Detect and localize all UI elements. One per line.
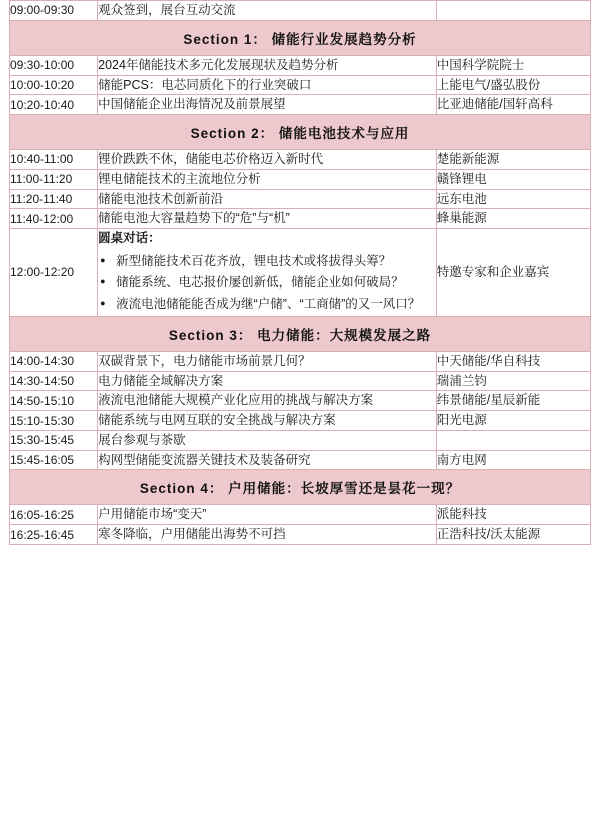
table-row (10, 450, 591, 470)
session-time: 09:00-09:30 (10, 1, 98, 21)
section-header-row (10, 470, 591, 505)
roundtable-title: 圆桌对话： (98, 231, 161, 245)
session-organization: 中国科学院院士 (436, 55, 590, 75)
table-row (10, 430, 591, 450)
session-topic: 构网型储能变流器关键技术及装备研究 (98, 450, 437, 470)
session-topic (98, 229, 437, 317)
session-time: 16:05-16:25 (10, 505, 98, 525)
session-time: 15:30-15:45 (10, 430, 98, 450)
session-topic: 观众签到，展台互动交流 (98, 1, 437, 21)
session-organization (436, 430, 590, 450)
section-header-row (10, 316, 591, 351)
table-row (10, 209, 591, 229)
session-organization: 赣锋锂电 (436, 169, 590, 189)
section-title: Section 4： 户用储能：长坡厚雪还是昙花一现？ (10, 470, 591, 505)
section-header-row (10, 115, 591, 150)
table-row (10, 1, 591, 21)
session-time: 10:40-11:00 (10, 150, 98, 170)
session-organization: 比亚迪储能/国轩高科 (436, 95, 590, 115)
section-title: Section 2： 储能电池技术与应用 (10, 115, 591, 150)
table-row (10, 169, 591, 189)
session-organization (436, 1, 590, 21)
table-row (10, 229, 591, 317)
roundtable-question-list (98, 252, 436, 314)
session-topic: 双碳背景下，电力储能市场前景几何？ (98, 351, 437, 371)
section-title: Section 1： 储能行业发展趋势分析 (10, 20, 591, 55)
session-organization: 南方电网 (436, 450, 590, 470)
session-time: 10:00-10:20 (10, 75, 98, 95)
table-row (10, 525, 591, 545)
roundtable-question: ● 液流电池储能能否成为继“户储”、“工商储”的又一风口？ (98, 295, 436, 314)
session-organization: 纬景储能/星辰新能 (436, 391, 590, 411)
session-topic: 中国储能企业出海情况及前景展望 (98, 95, 437, 115)
session-topic: 展台参观与茶歇 (98, 430, 437, 450)
session-time: 11:20-11:40 (10, 189, 98, 209)
session-time: 16:25-16:45 (10, 525, 98, 545)
session-topic: 电力储能全域解决方案 (98, 371, 437, 391)
session-topic: 液流电池储能大规模产业化应用的挑战与解决方案 (98, 391, 437, 411)
table-row (10, 391, 591, 411)
agenda-table-body (10, 1, 591, 545)
session-time: 14:00-14:30 (10, 351, 98, 371)
session-time: 15:10-15:30 (10, 411, 98, 431)
session-time: 14:50-15:10 (10, 391, 98, 411)
session-time: 11:40-12:00 (10, 209, 98, 229)
table-row (10, 189, 591, 209)
table-row (10, 75, 591, 95)
roundtable-question: ● 储能系统、电芯报价屡创新低，储能企业如何破局？ (98, 273, 436, 292)
section-title: Section 3： 电力储能：大规模发展之路 (10, 316, 591, 351)
session-time: 12:00-12:20 (10, 229, 98, 317)
table-row (10, 411, 591, 431)
session-organization: 中天储能/华自科技 (436, 351, 590, 371)
session-topic: 寒冬降临，户用储能出海势不可挡 (98, 525, 437, 545)
session-topic: 锂价跌跌不休，储能电芯价格迈入新时代 (98, 150, 437, 170)
table-row (10, 55, 591, 75)
session-organization: 远东电池 (436, 189, 590, 209)
session-topic: 锂电储能技术的主流地位分析 (98, 169, 437, 189)
session-time: 10:20-10:40 (10, 95, 98, 115)
session-topic: 储能电池技术创新前沿 (98, 189, 437, 209)
table-row (10, 150, 591, 170)
session-organization: 上能电气/盛弘股份 (436, 75, 590, 95)
session-organization: 特邀专家和企业嘉宾 (436, 229, 590, 317)
table-row (10, 95, 591, 115)
table-row (10, 351, 591, 371)
session-organization: 派能科技 (436, 505, 590, 525)
session-topic: 2024年储能技术多元化发展现状及趋势分析 (98, 55, 437, 75)
session-organization: 瑞浦兰钧 (436, 371, 590, 391)
session-time: 15:45-16:05 (10, 450, 98, 470)
session-topic: 储能电池大容量趋势下的“危”与“机” (98, 209, 437, 229)
table-row (10, 371, 591, 391)
agenda-table (9, 0, 591, 545)
session-time: 14:30-14:50 (10, 371, 98, 391)
session-organization: 正浩科技/沃太能源 (436, 525, 590, 545)
table-row (10, 505, 591, 525)
section-header-row (10, 20, 591, 55)
session-organization: 楚能新能源 (436, 150, 590, 170)
session-topic: 储能PCS：电芯同质化下的行业突破口 (98, 75, 437, 95)
session-time: 09:30-10:00 (10, 55, 98, 75)
roundtable-question: ● 新型储能技术百花齐放，锂电技术或将拔得头筹？ (98, 252, 436, 271)
session-organization: 阳光电源 (436, 411, 590, 431)
session-topic: 储能系统与电网互联的安全挑战与解决方案 (98, 411, 437, 431)
session-topic: 户用储能市场“变天” (98, 505, 437, 525)
session-time: 11:00-11:20 (10, 169, 98, 189)
session-organization: 蜂巢能源 (436, 209, 590, 229)
